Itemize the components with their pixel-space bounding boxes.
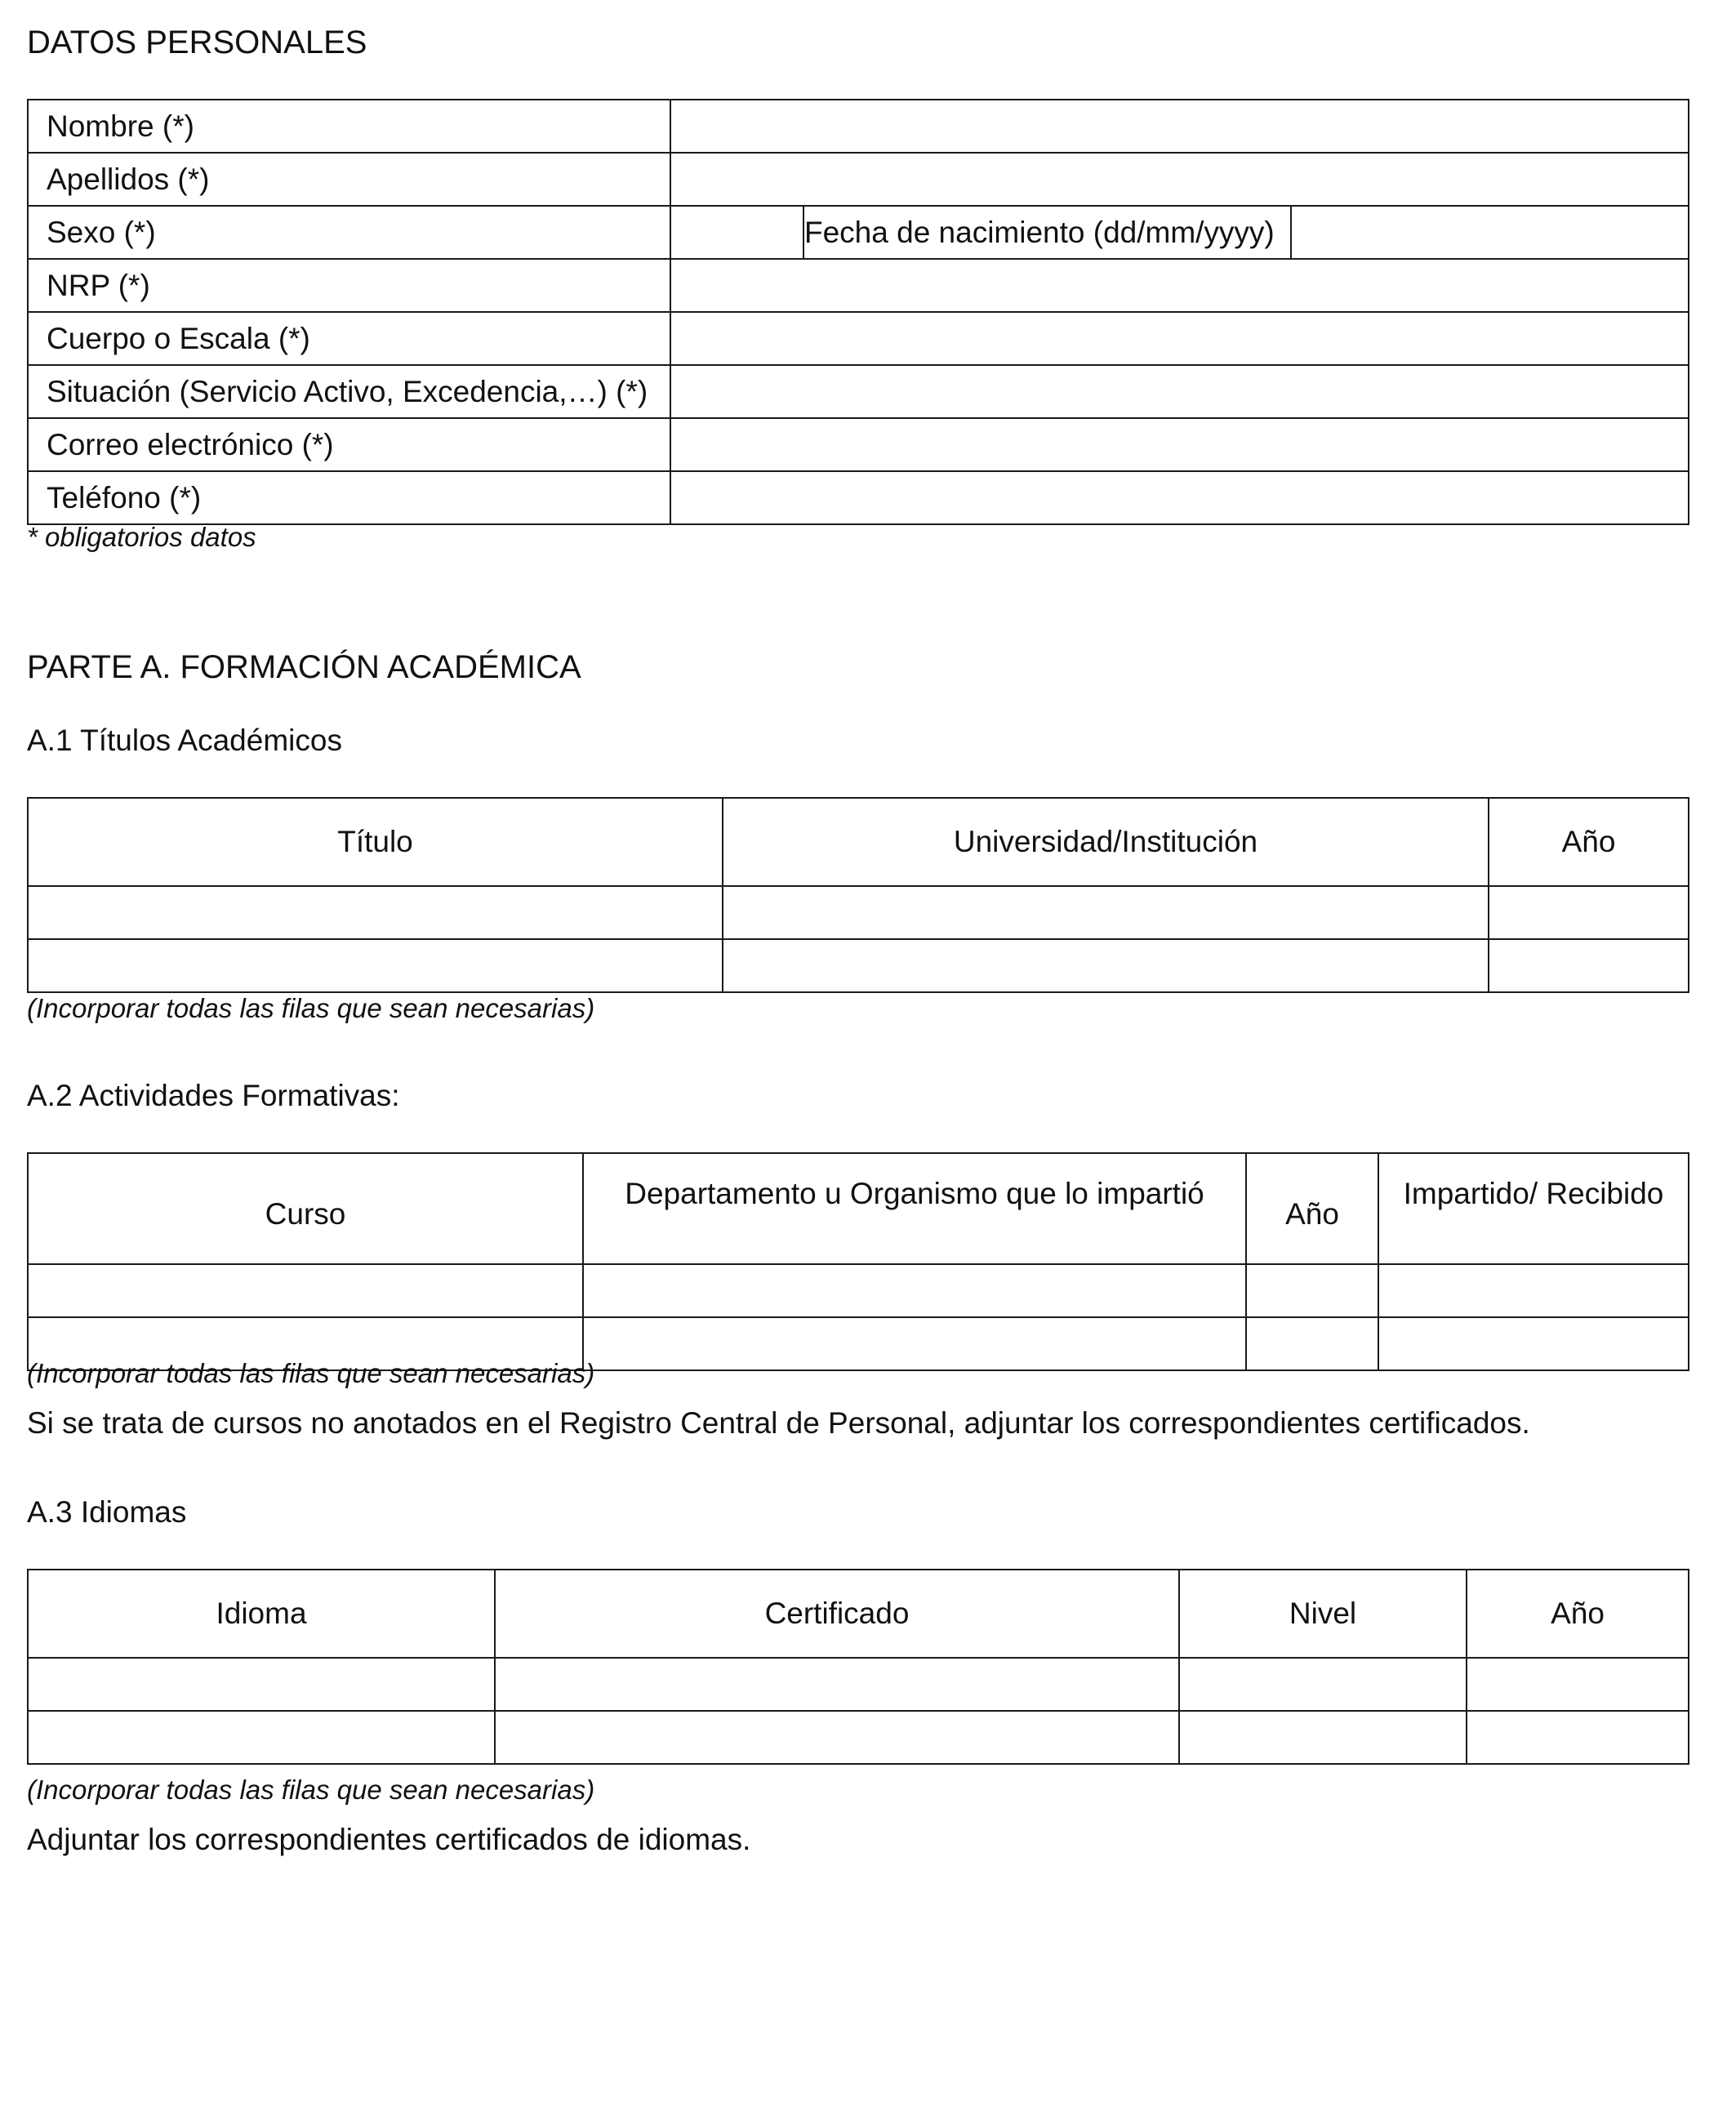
col-idioma: Idioma (28, 1570, 495, 1658)
row-nrp (28, 259, 1689, 312)
col-ano: Año (1467, 1570, 1689, 1658)
a3-certificados-text: Adjuntar los correspondientes certificados de idiomas. (27, 1823, 751, 1856)
personal-data-table (27, 99, 1689, 525)
col-universidad: Universidad/Institución (723, 798, 1489, 886)
a2-note: (Incorporar todas las filas que sean necesarias) (27, 1358, 595, 1388)
a3-heading: A.3 Idiomas (27, 1495, 187, 1529)
actividades-header-row (28, 1153, 1689, 1264)
table-row (28, 886, 1689, 939)
cell-departamento[interactable] (583, 1317, 1246, 1370)
label-correo: Correo electrónico (*) (28, 418, 670, 471)
input-situacion[interactable] (670, 365, 1689, 418)
input-telefono[interactable] (670, 471, 1689, 524)
col-ano: Año (1489, 798, 1689, 886)
col-certificado: Certificado (495, 1570, 1179, 1658)
label-nrp: NRP (*) (28, 259, 670, 312)
row-nombre (28, 100, 1689, 153)
table-row (28, 939, 1689, 992)
table-row (28, 1264, 1689, 1317)
input-correo[interactable] (670, 418, 1689, 471)
cell-ano[interactable] (1467, 1658, 1689, 1711)
table-row (28, 1711, 1689, 1764)
input-fecha-nacimiento[interactable] (1291, 206, 1689, 259)
cell-ano[interactable] (1246, 1317, 1378, 1370)
cell-curso[interactable] (28, 1264, 583, 1317)
label-fecha-nacimiento: Fecha de nacimiento (dd/mm/yyyy) (803, 206, 1291, 259)
row-situacion (28, 365, 1689, 418)
titulos-header-row (28, 798, 1689, 886)
cell-idioma[interactable] (28, 1658, 495, 1711)
label-nombre: Nombre (*) (28, 100, 670, 153)
required-note: * obligatorios datos (27, 522, 256, 552)
input-nombre[interactable] (670, 100, 1689, 153)
cell-departamento[interactable] (583, 1264, 1246, 1317)
cell-ano[interactable] (1467, 1711, 1689, 1764)
row-cuerpo (28, 312, 1689, 365)
input-nrp[interactable] (670, 259, 1689, 312)
cell-titulo[interactable] (28, 939, 723, 992)
idiomas-table (27, 1569, 1689, 1765)
a3-note: (Incorporar todas las filas que sean necesarias) (27, 1775, 595, 1805)
a2-certificados-text: Si se trata de cursos no anotados en el Registro Central de Personal, adjuntar los correspondientes certificados. (27, 1406, 1530, 1440)
cell-ano[interactable] (1489, 939, 1689, 992)
label-apellidos: Apellidos (*) (28, 153, 670, 206)
idiomas-header-row (28, 1570, 1689, 1658)
col-ano: Año (1246, 1153, 1378, 1264)
cell-ano[interactable] (1246, 1264, 1378, 1317)
titulos-table (27, 797, 1689, 993)
label-situacion: Situación (Servicio Activo, Excedencia,…) (*) (28, 365, 670, 418)
table-row (28, 1658, 1689, 1711)
col-titulo: Título (28, 798, 723, 886)
cell-impartido-recibido[interactable] (1378, 1317, 1689, 1370)
a1-heading: A.1 Títulos Académicos (27, 724, 342, 757)
row-telefono (28, 471, 1689, 524)
cell-universidad[interactable] (723, 886, 1489, 939)
col-curso: Curso (28, 1153, 583, 1264)
label-telefono: Teléfono (*) (28, 471, 670, 524)
cell-idioma[interactable] (28, 1711, 495, 1764)
col-impartido-recibido: Impartido/ Recibido (1378, 1153, 1689, 1264)
cell-ano[interactable] (1489, 886, 1689, 939)
a2-heading: A.2 Actividades Formativas: (27, 1079, 400, 1112)
col-nivel: Nivel (1179, 1570, 1467, 1658)
cell-universidad[interactable] (723, 939, 1489, 992)
cell-titulo[interactable] (28, 886, 723, 939)
parte-a-heading: PARTE A. FORMACIÓN ACADÉMICA (27, 649, 581, 685)
col-departamento: Departamento u Organismo que lo impartió (583, 1153, 1246, 1264)
cell-impartido-recibido[interactable] (1378, 1264, 1689, 1317)
label-sexo: Sexo (*) (28, 206, 670, 259)
input-sexo[interactable] (670, 206, 803, 259)
row-sexo-fecha (28, 206, 1689, 259)
cell-nivel[interactable] (1179, 1658, 1467, 1711)
a1-note: (Incorporar todas las filas que sean necesarias) (27, 993, 595, 1023)
cell-nivel[interactable] (1179, 1711, 1467, 1764)
input-cuerpo[interactable] (670, 312, 1689, 365)
row-apellidos (28, 153, 1689, 206)
actividades-table (27, 1152, 1689, 1371)
cell-certificado[interactable] (495, 1658, 1179, 1711)
label-cuerpo: Cuerpo o Escala (*) (28, 312, 670, 365)
input-apellidos[interactable] (670, 153, 1689, 206)
personal-heading: DATOS PERSONALES (27, 24, 367, 60)
cell-certificado[interactable] (495, 1711, 1179, 1764)
row-correo (28, 418, 1689, 471)
